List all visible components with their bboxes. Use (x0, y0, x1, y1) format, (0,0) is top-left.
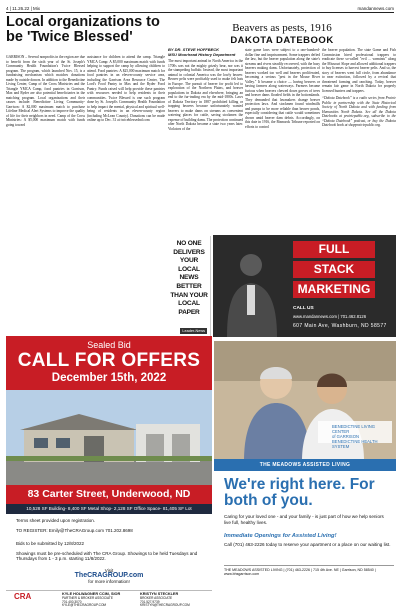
fsm-line-stack: STACK (293, 261, 375, 278)
agent-kristyn (140, 593, 190, 608)
auction-register-note: Terms sheet provided upon registration. (16, 518, 96, 523)
story1-column-2: assistance for children to attend the camp. Triangle YMCA Camp: A $5,000 maximum match with funds helping to support the camp by allowing children to attend. Food pantries: A $25,000 maximum match for food pantries in an eleven-county service area, including the Garrison Area Resource Center, The Lord's Food Pantry in Max and the Ryder Food Pantry. Funds raised will help provide these pantries with resources needed to help residents in their communities. Twice Blessed is one such program done by St. Joseph's Community Health Foundation to help impact the mental, physical and spiritual well-being of residents in an eleven-county region (including McLean County). Donations can be made online up to Dec. 31 at twiceblessednd.com (87, 55, 165, 122)
living-bar: THE MEADOWS ASSISTED LIVING (214, 459, 396, 471)
living-immediate: Immediate Openings for Assisted Living! (224, 533, 337, 539)
agent-kyle-name: KYLE HOLWAGNER CCIM, SIOR (62, 592, 121, 596)
page-header (6, 5, 394, 13)
story1-column-1: GARRISON – Several nonprofits in the region are due to benefit from the sixth year of the St. Joseph's Community Health Foundation's Twice Blessed program. The program, which launched Nov. 15, is a fundraising mechanism which matches donations made by outside donors. In addition to the Benedictine Living Center, Camp of the Cross Ministries and the Triangle YMCA Camp, food pantries in Garrison, Max and Ryder are also potential beneficiaries in the matching program. Local organizations and their causes include: Benedictine Living Community-Garrison: A $2,000 maximum match to purchase Lifeline Medical Alert Systems to improve the quality of life for their neighbors in need. Camp of the Cross Ministries: A $5,000 maximum match with funds going toward (6, 55, 85, 127)
story2-column-3-text: the beaver population. The state Game and Fish Commission hired professional trappers to eradicate these so-called "evil ... varmints" along the Missouri Slope and allowed additional trappers to buy licenses to harvest beaver pelts. And so, the story of beavers went full circle, from abundance to near extinction, followed by a revival that threatened farming and ranching. Today, beaver remain fair game in North Dakota for properly licensed hunters and trappers. (322, 48, 396, 93)
benedictine-logo-line3: BENEDICTINE HEALTH SYSTEM (332, 439, 378, 449)
auction-bids-deadline: Bids to be submitted by 12/8/2022 (16, 541, 85, 546)
fsm-line-marketing: MARKETING (293, 281, 375, 298)
auction-visit-url[interactable]: TheCRAGROUP.com (74, 572, 144, 580)
auction-address: 83 Carter Street, Underwood, ND (6, 485, 212, 504)
local-news-ad[interactable] (167, 236, 211, 336)
fsm-title-block (293, 241, 375, 301)
story2-subhead: DAKOTA DATEBOOK (230, 35, 334, 46)
living-call: Call (701) 463-2226 today to reserve your apartment or a place on our waiting list. (224, 542, 391, 547)
story2-headline: Beavers as pests, 1916 (232, 22, 332, 34)
agent-kristyn-name: KRISTYN STECKLER (140, 592, 179, 596)
auction-visit (16, 568, 202, 584)
auction-email[interactable]: TO REGISTER: Emily@TheCRAGroup.com 701.202.8698 (16, 528, 133, 533)
agent-kyle-email[interactable]: KYLE@THECRAGROUP.COM (62, 603, 107, 608)
agent-kyle (62, 593, 120, 608)
fsm-contact[interactable]: www.mandannews.com | 701.462.8126 (293, 314, 367, 319)
byline-author: BY DR. STEVE HOFFBECK (168, 48, 220, 52)
auction-header (6, 336, 212, 390)
auction-date: December 15th, 2022 (51, 372, 167, 384)
meadows-assisted-living-ad[interactable] (214, 341, 396, 609)
living-body: Caring for your loved one - and your family - is just part of how we help seniors live full, healthy lives. (224, 514, 384, 525)
story2-column-1 (168, 48, 243, 233)
benedictine-logo-line1: BENEDICTINE LIVING CENTER (332, 424, 376, 434)
auction-visit-more: for more information! (88, 578, 130, 584)
story2-column-2: state game laws were subject to a one-hundred-dollar fine and imprisonment. Some trappers defied the law, but the beaver population along the state's streams and rivers steadily recovered, with the busy beavers making dams. Unfortunately, protection of beavers worked too well and beavers proliferated, becoming a serious "pest in the Mouse River Valley." It became a choice — having beavers or having farmers along waterways. Farmers became furious when beavers chewed down groves of trees and beaver dams flooded fields in the bottomlands. They demanded that lawmakers change beaver protection laws. And stockmen found windmills and pumps to be more reliable than beaver ponds, especially considering that cattle would sometimes drown amid beaver dam debris. Accordingly, on this date in 1916, the Bismarck Tribune reported on efforts to control (245, 48, 320, 129)
page-info: 4 | 11.26.22 | Mix (6, 6, 41, 11)
byline (168, 48, 243, 57)
fsm-call-us: CALL US (293, 306, 314, 311)
datebook-note: “Dakota Datebook” is a radio series from Prairie Public in partnership with the State Historical Society of North Dakota and with funding from Humanities North Dakota. See all the Dakota Datebooks at prairiepublic.org, subscribe to the “Dakota Datebook” podcast, or buy the Dakota Datebook book at shopprairiepublic.org. (322, 96, 396, 127)
building-photo (6, 390, 212, 485)
benedictine-logo (318, 421, 392, 449)
auction-title: CALL FOR OFFERS (17, 350, 201, 371)
auction-agents (6, 590, 212, 606)
fsm-line-full: FULL (293, 241, 375, 258)
local-news-ad-text: NO ONE DELIVERS YOUR LOCAL NEWS BETTER THAN YOUR LOCAL PAPER (170, 240, 208, 316)
byline-org: MSU Moorhead History Department (168, 51, 236, 57)
site-url: mandannews.com (357, 6, 394, 11)
full-stack-marketing-ad[interactable] (213, 235, 396, 337)
agent-kyle-phone: 701.400.3070 (62, 599, 82, 604)
story2-column-1-text: The most important animal in North America in the 1700s was not the mighty grizzly bear, nor was it the stampeding buffalo. Instead, the most important animal in colonial America was the lowly beaver. Beaver pelts were profitably used to make felt hats in Europe. The pursuit of beaver for profit led to exploration of the Northern Plains, and beaver populations in Dakota and elsewhere, bringing an end to the fur-trading era by the mid-1800s. Laws of Dakota Territory in 1887 prohibited killing or trapping beavers because unfortunately wanted beavers to make dams on streams as convenient watering places for cattle, saving stockmen the expense of building dams. The protection continued after North Dakota became a state two years later. Violators of the (168, 59, 243, 131)
auction-kicker: Sealed Bid (87, 340, 131, 350)
cra-logo: CRA (14, 592, 32, 601)
auction-showings: Showings must be pre-scheduled with The CRA Group. Showings to be held Tuesdays and Thursdays from 1 - 3 p.m. starting 11/8/2022. (16, 551, 198, 562)
sealed-bid-ad[interactable] (6, 336, 212, 606)
story2-column-3 (322, 48, 396, 233)
leader-news-logo: Leader-News (182, 329, 205, 333)
agent-kyle-title: PARTNER & BROKER ASSOCIATE (62, 595, 114, 600)
agent-kristyn-email[interactable]: KRISTYN@THECRAGROUP.COM (140, 603, 190, 608)
living-headline: We're right here. For both of you. (224, 476, 375, 509)
agent-kristyn-title: BROKER ASSOCIATE (140, 595, 173, 600)
benedictine-logo-line2: of GARRISON (332, 434, 359, 439)
auction-visit-label: Visit (104, 568, 114, 573)
agent-kristyn-phone: 701.527.9739 (140, 599, 160, 604)
fsm-address: 607 Main Ave, Washburn, ND 58577 (293, 323, 387, 329)
story1-headline: Local organizations to be 'Twice Blessed' (6, 14, 160, 45)
person-silhouette-icon (221, 245, 283, 337)
auction-specs: 10,528 SF Building- 8,400 SF Metal Shop- 2,128 SF Office Space- 81,405 SF Lot (6, 504, 212, 514)
living-footer[interactable]: THE MEADOWS ASSISTED LIVING | (701) 463-2226 | 715 4th Ave. NE | Garrison, ND 58540 | www.bhsgarrison.com (224, 565, 394, 577)
